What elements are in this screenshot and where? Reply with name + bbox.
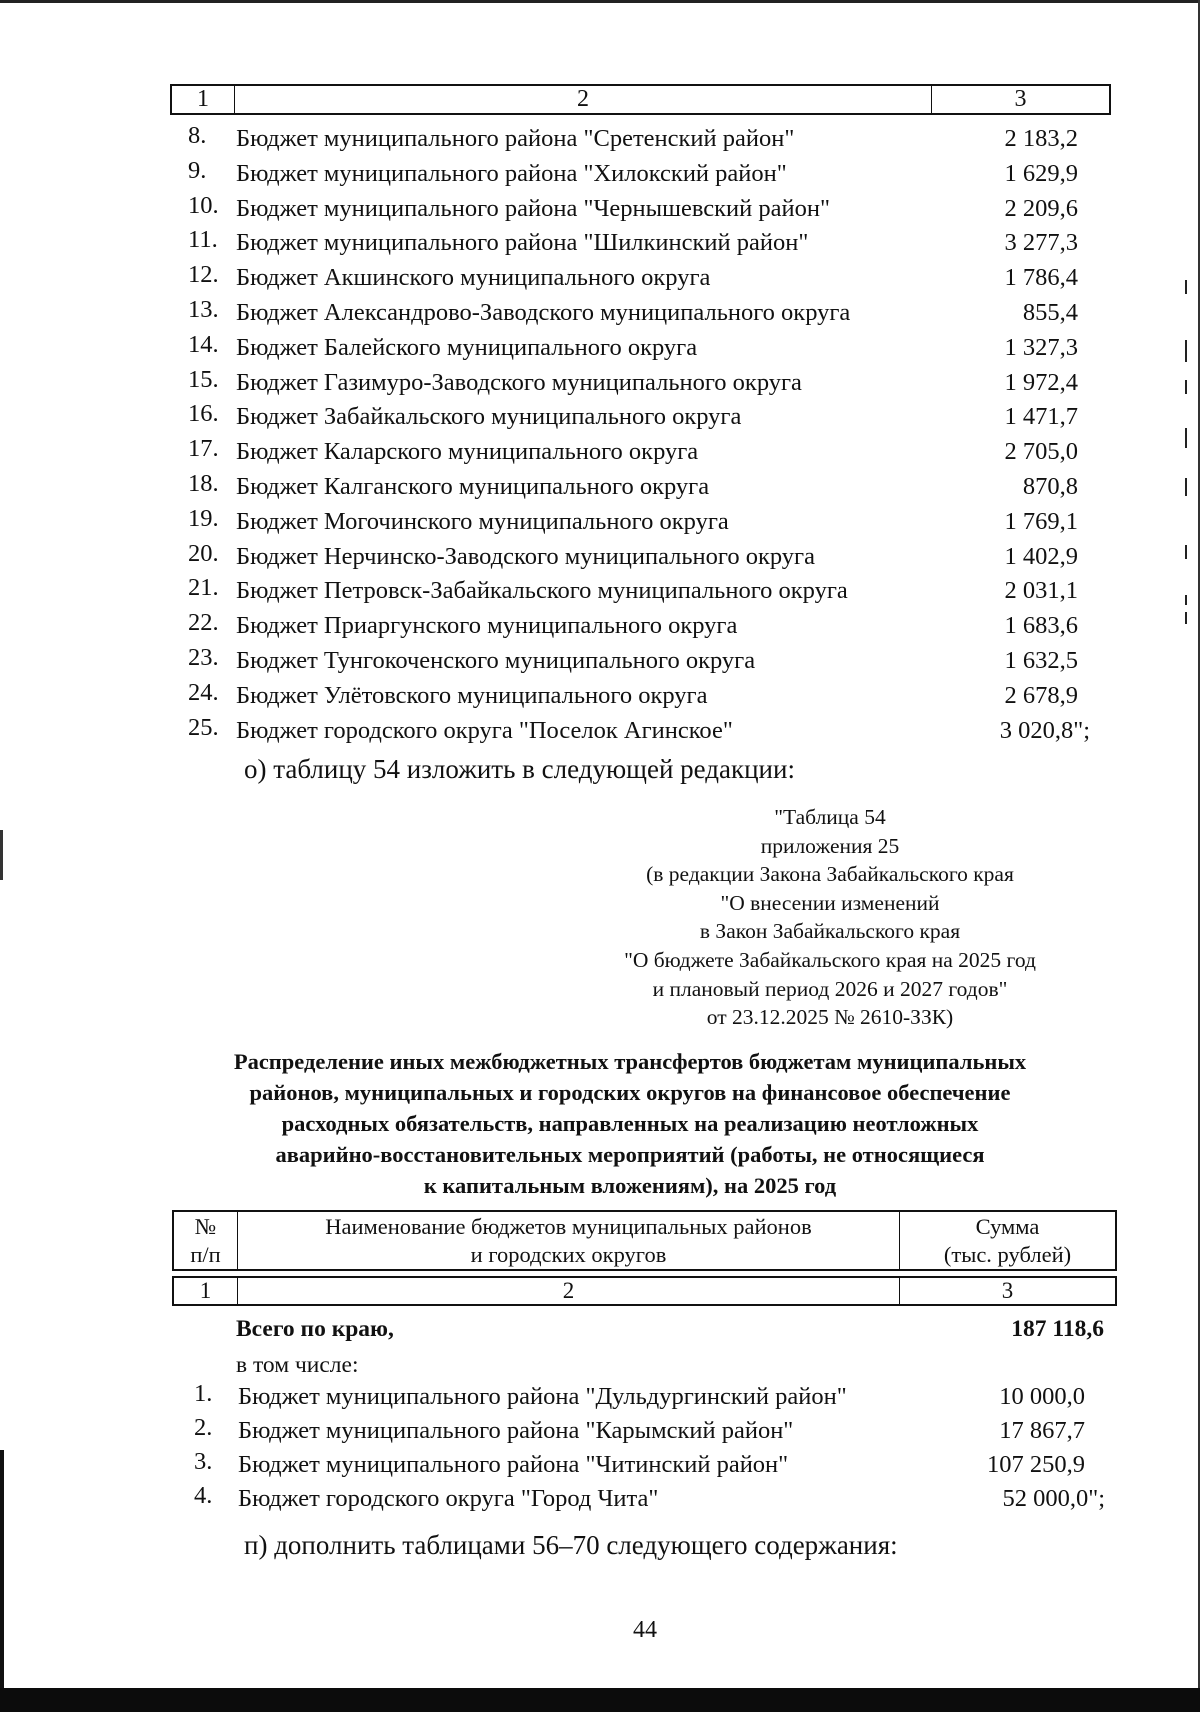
row-value: 10 000,0: [999, 1383, 1085, 1410]
caption-line: (в редакции Закона Забайкальского края: [646, 862, 1014, 887]
row-number: 24.: [188, 678, 219, 706]
table-row: [170, 714, 1130, 749]
row-value: 1 769,1: [1004, 507, 1078, 535]
table-row: [170, 331, 1130, 366]
row-value: 855,4: [1022, 298, 1078, 326]
table-row: [172, 1414, 1132, 1448]
row-number: 1.: [194, 1380, 213, 1407]
row-number: 21.: [188, 574, 219, 602]
scan-speck: [1185, 478, 1187, 496]
row-name: Бюджет Петровск-Забайкальского муниципального округа: [236, 577, 848, 605]
row-value: 1 471,7: [1004, 403, 1078, 431]
caption-line: приложения 25: [760, 833, 900, 858]
row-number: 8.: [188, 122, 207, 149]
total-label: Всего по краю,: [236, 1316, 394, 1342]
header-text: п/п: [190, 1241, 221, 1267]
row-name: Бюджет Улётовского муниципального округа: [236, 681, 708, 709]
table-row: [170, 122, 1130, 157]
table-row: [172, 1448, 1132, 1482]
table-row: [170, 296, 1130, 331]
row-value: 2 678,9: [1004, 681, 1078, 709]
row-value: 870,8: [1022, 472, 1078, 500]
row-value: 1 629,9: [1004, 159, 1078, 187]
row-number: 17.: [188, 435, 219, 463]
paragraph-o: о) таблицу 54 изложить в следующей редакции:: [244, 754, 795, 784]
scan-speck: [1185, 545, 1187, 559]
row-number: 25.: [188, 713, 219, 741]
row-number: 19.: [188, 504, 219, 532]
row-value: 1 786,4: [1004, 264, 1078, 292]
scan-edge-bottom: [0, 1688, 1200, 1712]
row-name: Бюджет муниципального района "Сретенский район": [236, 125, 795, 152]
table-row: [170, 574, 1130, 609]
table54-header: [172, 1210, 1117, 1271]
row-name: Бюджет Акшинского муниципального округа: [236, 264, 711, 292]
table-row: [170, 261, 1130, 296]
row-number: 16.: [188, 400, 219, 428]
table-row: [170, 400, 1130, 435]
row-name: Бюджет Тунгокоченского муниципального округа: [236, 646, 756, 674]
row-value: 2 031,1: [1004, 577, 1078, 605]
row-value: 2 209,6: [1004, 194, 1078, 222]
row-name: Бюджет муниципального района "Чернышевский район": [236, 194, 830, 222]
row-name: Бюджет Каларского муниципального округа: [236, 438, 699, 466]
row-name: Бюджет Александрово-Заводского муниципального округа: [236, 298, 851, 326]
scan-speck: [1185, 428, 1187, 448]
row-value: 3 277,3: [1004, 229, 1078, 257]
row-value: 1 327,3: [1004, 333, 1078, 361]
row-name: Бюджет муниципального района "Шилкинский район": [236, 229, 809, 257]
row-number: 22.: [188, 609, 219, 637]
row-number: 10.: [188, 191, 219, 219]
row-name: Бюджет Газимуро-Заводского муниципального округа: [236, 368, 802, 396]
header-cell-2: 2: [235, 86, 932, 113]
title-line: к капитальным вложениям), на 2025 год: [423, 1173, 837, 1198]
title-line: районов, муниципальных и городских округов на финансовое обеспечение: [249, 1080, 1011, 1105]
row-value: 2 183,2: [1004, 125, 1078, 152]
row-number: 18.: [188, 469, 219, 497]
index-cell-1: 1: [174, 1278, 238, 1304]
table-row: [170, 679, 1130, 714]
row-value: 3 020,8";: [999, 716, 1090, 744]
table-row: [170, 192, 1130, 227]
table-row: [170, 226, 1130, 261]
total-value: 187 118,6: [1011, 1316, 1104, 1342]
index-cell-3: 3: [1001, 1278, 1014, 1303]
row-name: Бюджет Приаргунского муниципального округа: [236, 612, 738, 640]
scan-speck: [1185, 280, 1187, 294]
row-number: 12.: [188, 261, 219, 289]
header-text: Наименование бюджетов муниципальных районов: [325, 1213, 812, 1239]
table-continuation-body: [170, 122, 1130, 748]
table-continuation-header: [170, 84, 1111, 115]
scan-speck: [1185, 595, 1187, 605]
row-value: 1 683,6: [1004, 612, 1078, 640]
row-number: 23.: [188, 643, 219, 671]
row-name: Бюджет Балейского муниципального округа: [236, 333, 698, 361]
row-name: Бюджет муниципального района "Хилокский район": [236, 159, 787, 187]
table-row: [170, 366, 1130, 401]
paragraph-p: п) дополнить таблицами 56–70 следующего содержания:: [244, 1530, 898, 1560]
row-name: Бюджет муниципального района "Читинский район": [238, 1451, 789, 1478]
row-name: Бюджет Забайкальского муниципального округа: [236, 403, 742, 431]
scan-speck: [1185, 612, 1187, 624]
scan-edge-left: [0, 1450, 4, 1690]
row-value: 1 632,5: [1004, 646, 1078, 674]
table-title: [150, 1046, 1110, 1201]
caption-line: "Таблица 54: [774, 805, 886, 829]
row-name: Бюджет городского округа "Поселок Агинское": [236, 716, 733, 744]
row-number: 4.: [194, 1482, 213, 1509]
table54-body: [172, 1380, 1132, 1516]
caption-line: от 23.12.2025 № 2610-ЗЗК): [706, 1005, 954, 1030]
scan-speck: [1185, 340, 1187, 362]
header-text: Сумма: [975, 1213, 1040, 1239]
page-number: 44: [633, 1617, 657, 1643]
row-number: 14.: [188, 330, 219, 358]
row-name: Бюджет Могочинского муниципального округа: [236, 507, 729, 535]
caption-line: в Закон Забайкальского края: [699, 919, 961, 944]
row-name: Бюджет Калганского муниципального округа: [236, 472, 710, 500]
caption-line: "О внесении изменений: [720, 890, 940, 915]
header-cell-1: 1: [172, 86, 235, 113]
row-value: 1 402,9: [1004, 542, 1078, 570]
caption-line: и плановый период 2026 и 2027 годов": [652, 976, 1008, 1001]
row-name: Бюджет муниципального района "Карымский район": [238, 1417, 794, 1444]
table-row: [172, 1380, 1132, 1414]
table-caption: [560, 803, 1100, 1032]
row-name: Бюджет Нерчинско-Заводского муниципального округа: [236, 542, 815, 570]
caption-line: "О бюджете Забайкальского края на 2025 год: [624, 947, 1036, 972]
row-value: 52 000,0";: [1002, 1485, 1105, 1512]
table-row: [170, 157, 1130, 192]
including-label: в том числе:: [236, 1352, 359, 1378]
row-name: Бюджет городского округа "Город Чита": [238, 1485, 659, 1512]
header-name-column: [238, 1212, 900, 1269]
title-line: Распределение иных межбюджетных трансфертов бюджетам муниципальных: [233, 1049, 1027, 1074]
row-number: 2.: [194, 1414, 213, 1441]
header-number-column: [174, 1212, 238, 1269]
row-number: 9.: [188, 156, 207, 184]
header-text: (тыс. рублей): [943, 1241, 1072, 1267]
row-number: 15.: [188, 365, 219, 393]
header-cell-3: 3: [1014, 86, 1027, 112]
table-row: [170, 435, 1130, 470]
row-number: 13.: [188, 295, 219, 323]
table54-index-row: [172, 1276, 1117, 1306]
scan-edge-top: [0, 0, 1200, 3]
table-row: [170, 540, 1130, 575]
table-row: [172, 1482, 1132, 1516]
row-value: 2 705,0: [1004, 438, 1078, 466]
row-number: 11.: [188, 226, 218, 254]
table-row: [170, 609, 1130, 644]
table-row: [170, 644, 1130, 679]
row-value: 1 972,4: [1004, 368, 1078, 396]
header-text: и городских округов: [470, 1241, 667, 1267]
row-value: 107 250,9: [987, 1451, 1085, 1478]
table-row: [170, 470, 1130, 505]
row-name: Бюджет муниципального района "Дульдургинский район": [238, 1383, 847, 1410]
scan-edge-left-mark: [0, 830, 3, 880]
title-line: аварийно-восстановительных мероприятий (работы, не относящиеся: [275, 1142, 985, 1167]
title-line: расходных обязательств, направленных на реализацию неотложных: [281, 1111, 979, 1136]
table-row: [170, 505, 1130, 540]
row-value: 17 867,7: [999, 1417, 1085, 1444]
index-cell-2: 2: [238, 1278, 900, 1304]
scan-speck: [1185, 380, 1187, 394]
header-sum-column: [900, 1212, 1115, 1269]
row-number: 20.: [188, 539, 219, 567]
row-number: 3.: [194, 1448, 213, 1475]
header-text: №: [194, 1213, 217, 1239]
